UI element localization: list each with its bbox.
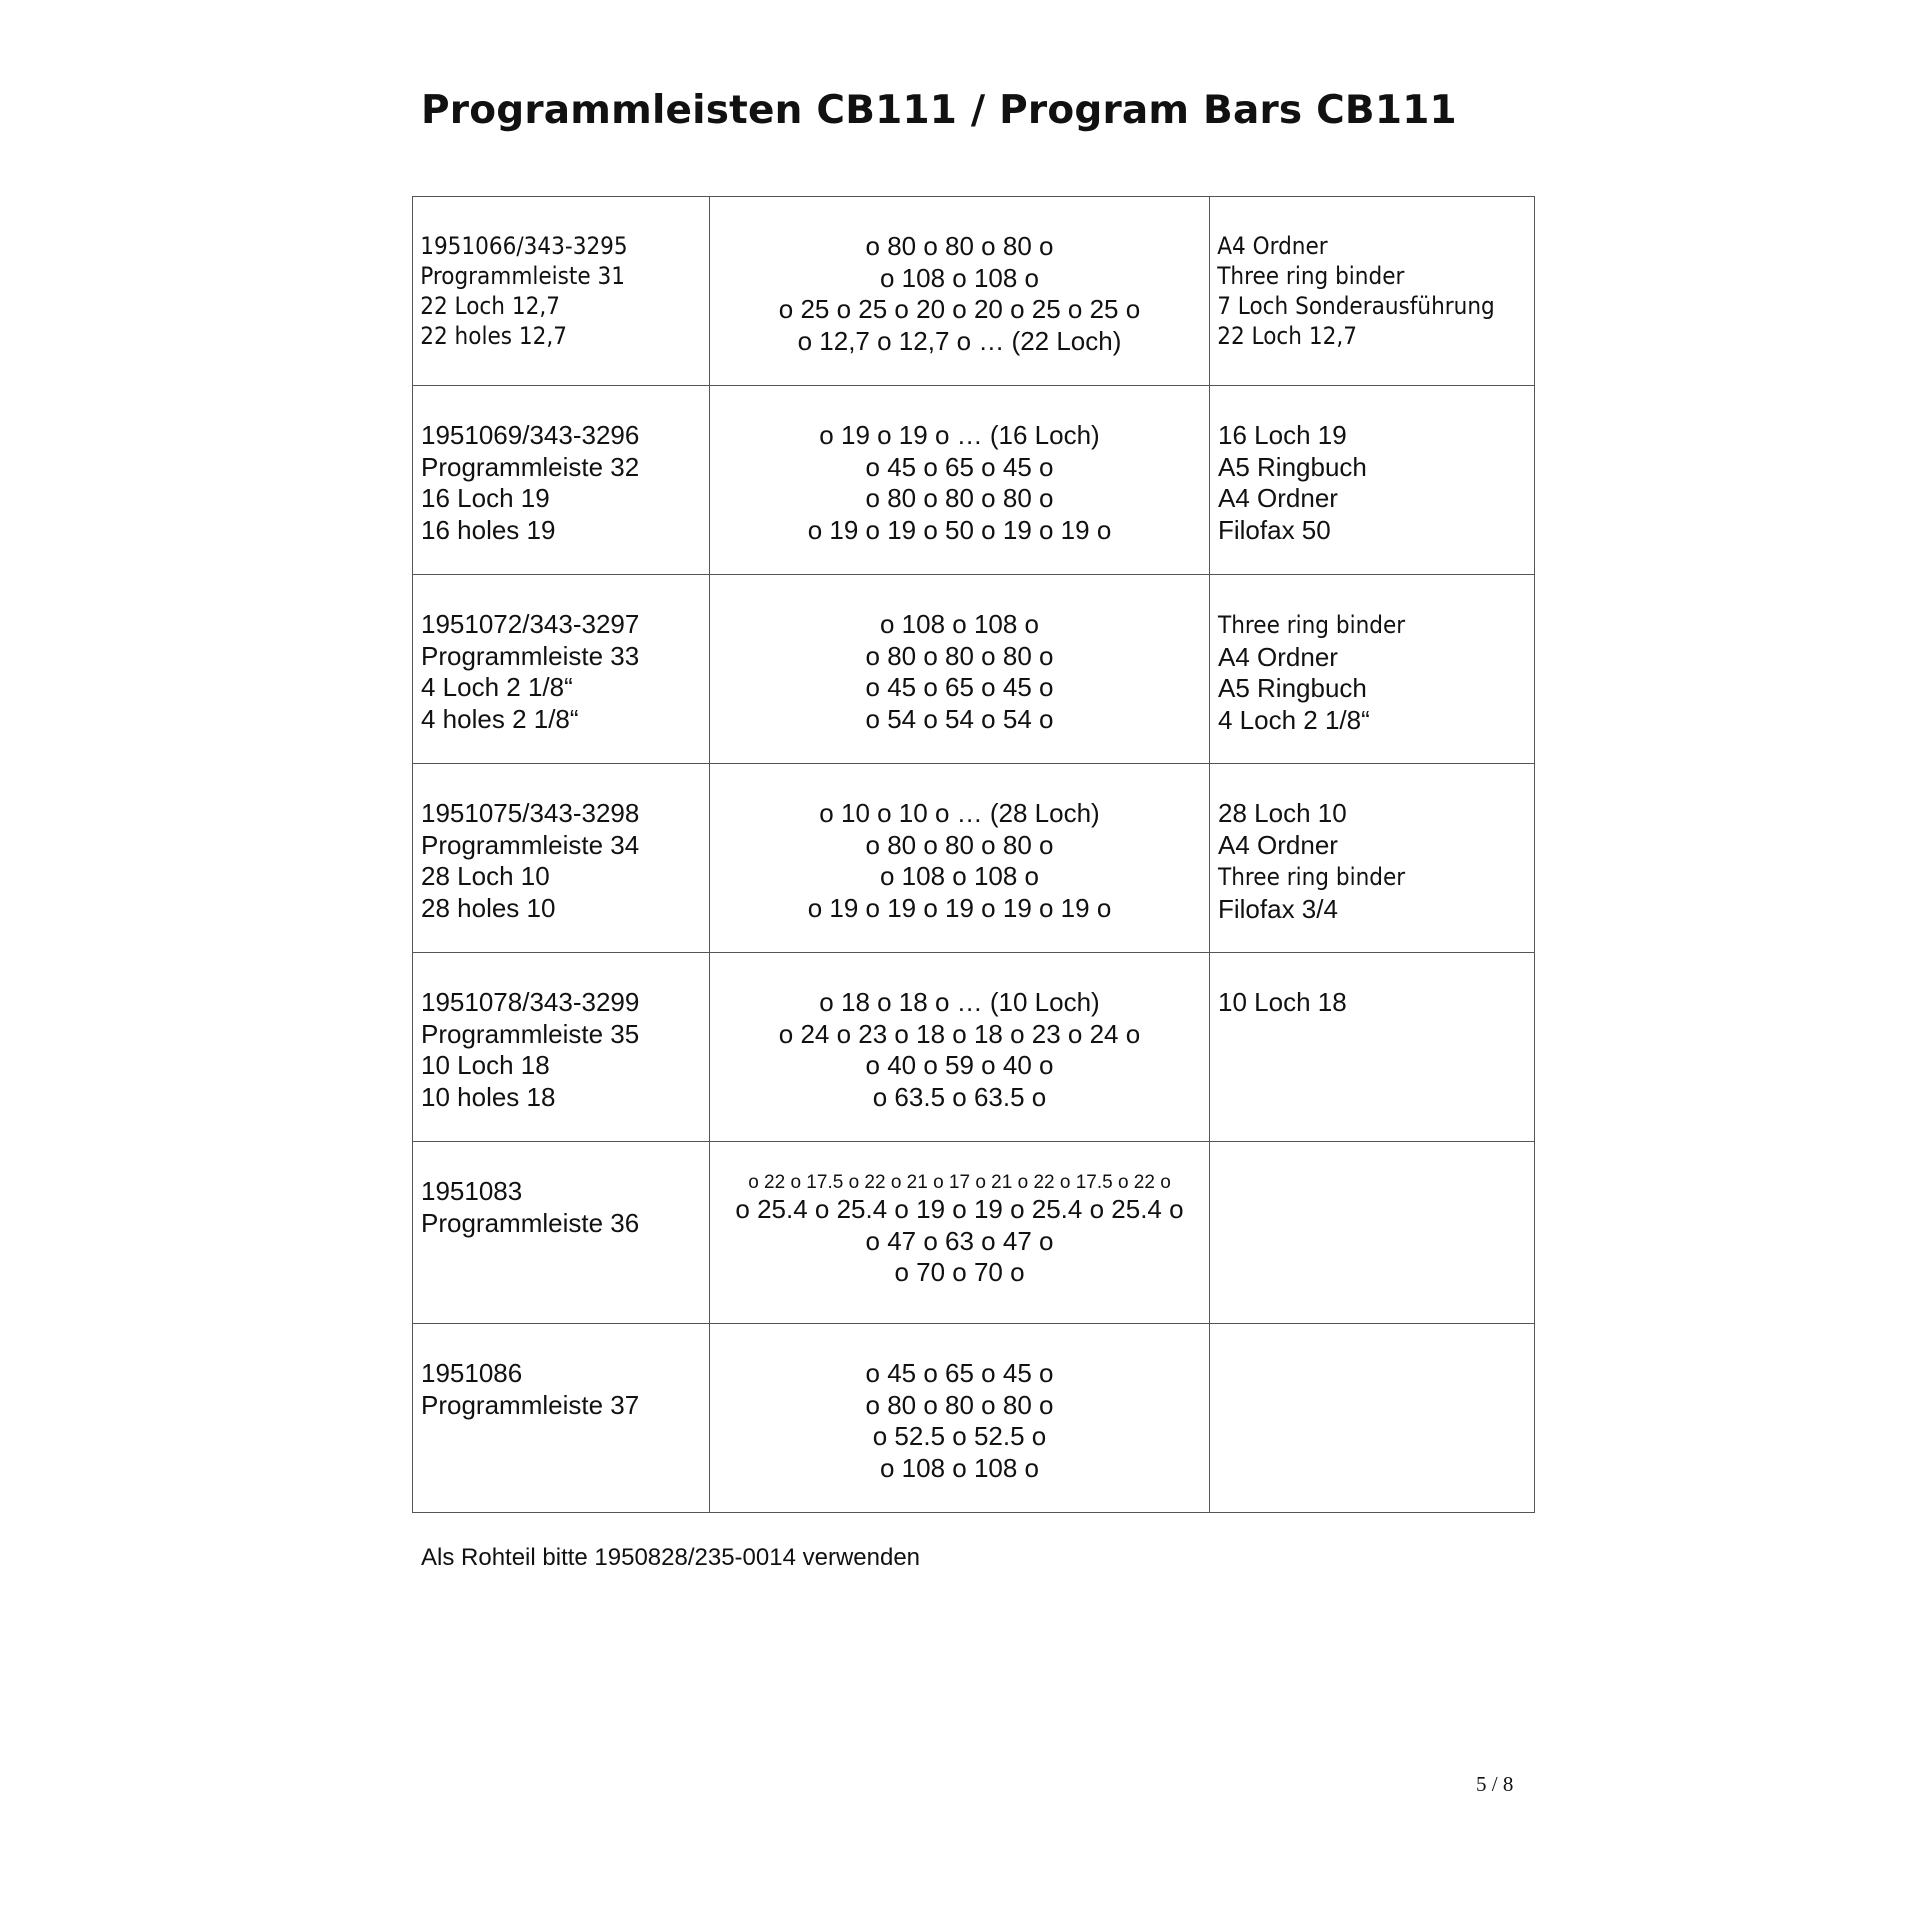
article-number: 1951075/343-3298 <box>421 798 640 828</box>
article-desc-de: 10 Loch 18 <box>421 1050 550 1080</box>
usage-line: A4 Ordner <box>1218 829 1338 860</box>
article-desc-en: 22 holes 12,7 <box>420 322 567 350</box>
table-row <box>413 953 1535 1142</box>
footnote: Als Rohteil bitte 1950828/235-0014 verwenden <box>421 1544 921 1571</box>
spacing-line: o 54 o 54 o 54 o <box>865 703 1054 734</box>
spacing-line: o 25.4 o 25.4 o 19 o 19 o 25.4 o 25.4 o <box>735 1194 1184 1224</box>
article-number: 1951086 <box>421 1358 523 1388</box>
article-number: 1951078/343-3299 <box>421 987 640 1017</box>
spacing-line: o 70 o 70 o <box>894 1257 1025 1287</box>
spacing-line: o 12,7 o 12,7 o … (22 Loch) <box>797 325 1122 356</box>
article-number: 1951083 <box>421 1176 523 1206</box>
usage-line: Filofax 3/4 <box>1218 893 1338 924</box>
spacing-line: o 80 o 80 o 80 o <box>865 829 1054 860</box>
article-desc-en: 28 holes 10 <box>421 892 556 923</box>
spacing-line: o 22 o 17.5 o 22 o 21 o 17 o 21 o 22 o 17.5 o 22 o <box>748 1172 1171 1193</box>
usage-cell <box>1210 953 1535 1142</box>
article-cell <box>413 953 710 1142</box>
usage-line: A4 Ordner <box>1218 641 1338 672</box>
usage-line: Three ring binder <box>1217 262 1405 290</box>
spacing-line: o 25 o 25 o 20 o 20 o 25 o 25 o <box>778 294 1141 324</box>
article-desc-en: 4 holes 2 1/8“ <box>421 703 579 734</box>
article-cell <box>413 386 710 575</box>
usage-line: A4 Ordner <box>1218 483 1338 513</box>
article-number: 1951069/343-3296 <box>421 420 640 450</box>
article-desc-de: 16 Loch 19 <box>421 483 550 513</box>
spacing-line: o 40 o 59 o 40 o <box>865 1050 1054 1080</box>
spacing-cell <box>710 953 1210 1142</box>
spacing-cell <box>710 197 1210 386</box>
spacing-cell <box>710 1142 1210 1324</box>
spacing-line: o 24 o 23 o 18 o 18 o 23 o 24 o <box>778 1018 1141 1049</box>
spacing-line: o 19 o 19 o 50 o 19 o 19 o <box>807 514 1112 545</box>
article-cell <box>413 1142 710 1324</box>
article-desc-de: 22 Loch 12,7 <box>420 292 560 320</box>
usage-cell <box>1210 1324 1535 1513</box>
article-desc-en: 16 holes 19 <box>421 514 556 545</box>
usage-line: A5 Ringbuch <box>1218 451 1367 482</box>
article-number: 1951072/343-3297 <box>421 609 640 639</box>
article-cell <box>413 575 710 764</box>
spacing-line: o 80 o 80 o 80 o <box>865 483 1054 513</box>
spacing-line: o 45 o 65 o 45 o <box>865 451 1054 482</box>
article-cell <box>413 764 710 953</box>
spacing-cell <box>710 1324 1210 1513</box>
spacing-line: o 63.5 o 63.5 o <box>872 1081 1047 1112</box>
table-row <box>413 764 1535 953</box>
spacing-line: o 52.5 o 52.5 o <box>872 1421 1047 1451</box>
table-row <box>413 386 1535 575</box>
usage-line: 28 Loch 10 <box>1218 798 1347 828</box>
usage-line: A4 Ordner <box>1217 232 1328 260</box>
usage-cell <box>1210 386 1535 575</box>
spacing-line: o 80 o 80 o 80 o <box>865 640 1054 671</box>
article-cell <box>413 1324 710 1513</box>
spacing-line: o 47 o 63 o 47 o <box>865 1225 1054 1256</box>
table-row <box>413 197 1535 386</box>
article-name: Programmleiste 34 <box>421 829 640 860</box>
article-desc-en: 10 holes 18 <box>421 1081 556 1112</box>
usage-line: Three ring binder <box>1218 863 1406 891</box>
article-desc-de: 28 Loch 10 <box>421 861 550 891</box>
usage-line: Filofax 50 <box>1218 514 1331 545</box>
spacing-cell <box>710 764 1210 953</box>
article-desc-de: 4 Loch 2 1/8“ <box>421 672 573 702</box>
program-bars-table <box>412 196 1535 1513</box>
spacing-line: o 108 o 108 o <box>879 1452 1040 1483</box>
usage-cell <box>1210 1142 1535 1324</box>
spacing-line: o 80 o 80 o 80 o <box>865 1389 1054 1420</box>
page-title: Programmleisten CB111 / Program Bars CB111 <box>421 88 1457 133</box>
usage-line: 22 Loch 12,7 <box>1217 322 1357 350</box>
table-row <box>413 1324 1535 1513</box>
spacing-line: o 108 o 108 o <box>879 861 1040 891</box>
article-cell <box>413 197 710 386</box>
usage-line: 10 Loch 18 <box>1218 987 1347 1017</box>
spacing-line: o 108 o 108 o <box>879 262 1040 293</box>
usage-line: 4 Loch 2 1/8“ <box>1218 704 1370 735</box>
article-name: Programmleiste 36 <box>421 1207 640 1238</box>
usage-line: 16 Loch 19 <box>1218 420 1347 450</box>
usage-line: A5 Ringbuch <box>1218 673 1367 703</box>
article-number: 1951066/343-3295 <box>420 232 628 260</box>
spacing-line: o 19 o 19 o … (16 Loch) <box>819 420 1100 450</box>
usage-line: 7 Loch Sonderausführung <box>1217 292 1495 320</box>
usage-cell <box>1210 575 1535 764</box>
spacing-line: o 10 o 10 o … (28 Loch) <box>819 798 1100 828</box>
table-row <box>413 1142 1535 1324</box>
table-row <box>413 575 1535 764</box>
article-name: Programmleiste 35 <box>421 1018 640 1049</box>
spacing-cell <box>710 575 1210 764</box>
spacing-cell <box>710 386 1210 575</box>
spacing-line: o 19 o 19 o 19 o 19 o 19 o <box>807 892 1112 923</box>
usage-line: Three ring binder <box>1218 611 1406 639</box>
article-name: Programmleiste 33 <box>421 640 640 671</box>
spacing-line: o 45 o 65 o 45 o <box>865 1358 1054 1388</box>
spacing-line: o 45 o 65 o 45 o <box>865 672 1054 702</box>
article-name: Programmleiste 32 <box>421 451 640 482</box>
spacing-line: o 80 o 80 o 80 o <box>865 231 1054 261</box>
article-name: Programmleiste 31 <box>420 262 626 290</box>
spacing-line: o 18 o 18 o … (10 Loch) <box>819 987 1100 1017</box>
usage-cell <box>1210 197 1535 386</box>
article-name: Programmleiste 37 <box>421 1389 640 1420</box>
spacing-line: o 108 o 108 o <box>879 609 1040 639</box>
page-number: 5 / 8 <box>1476 1772 1514 1796</box>
usage-cell <box>1210 764 1535 953</box>
